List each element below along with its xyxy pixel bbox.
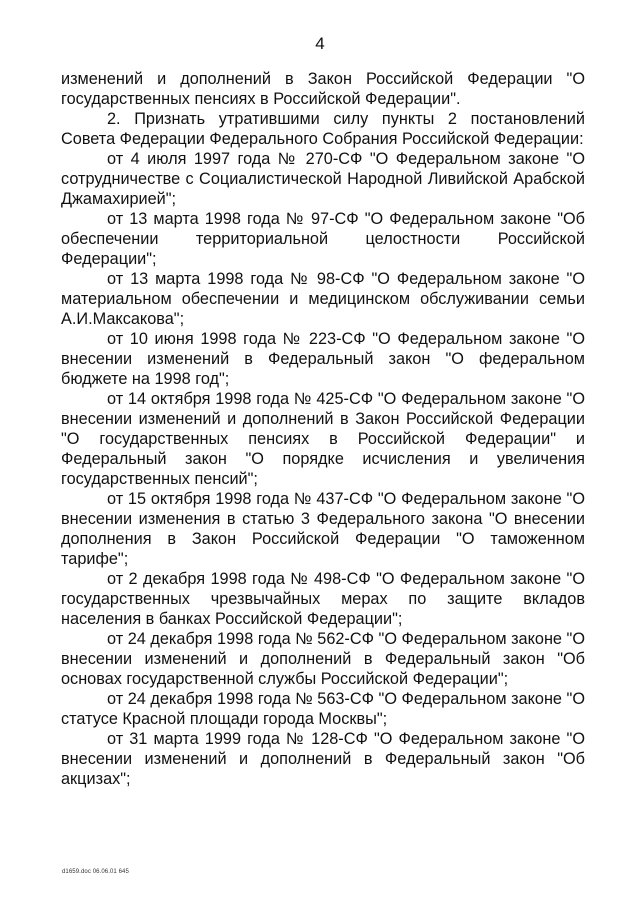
list-item: от 24 декабря 1998 года № 562-СФ "О Федеральном законе "О внесении изменений и дополнений в Федеральный закон "Об основах государственной службы Российской Федерации";	[61, 630, 585, 688]
paragraph-item-2: 2. Признать утратившими силу пункты 2 постановлений Совета Федерации Федерального Собрания Российской Федерации:	[61, 110, 585, 148]
list-item: от 15 октября 1998 года № 437-СФ "О Федеральном законе "О внесении изменения в статью 3 Федерального закона "О внесении дополнения в Закон Российской Федерации "О таможенном тарифе";	[61, 490, 585, 568]
list-item: от 13 марта 1998 года № 97-СФ "О Федеральном законе "Об обеспечении территориальной целостности Российской Федерации";	[61, 210, 585, 268]
list-item: от 4 июля 1997 года № 270-СФ "О Федеральном законе "О сотрудничестве с Социалистической Народной Ливийской Арабской Джамахирией";	[61, 150, 585, 208]
footer-file-reference: d1659.doc 06.06.01 645	[62, 869, 129, 875]
list-item: от 13 марта 1998 года № 98-СФ "О Федеральном законе "О материальном обеспечении и медицинском обслуживании семьи А.И.Максакова";	[61, 270, 585, 328]
paragraph-continuation: изменений и дополнений в Закон Российской Федерации "О государственных пенсиях в Российской Федерации".	[61, 70, 585, 108]
document-body	[61, 69, 585, 789]
list-item: от 31 марта 1999 года № 128-СФ "О Федеральном законе "О внесении изменений и дополнений в Федеральный закон "Об акцизах";	[61, 730, 585, 788]
list-item: от 14 октября 1998 года № 425-СФ "О Федеральном законе "О внесении изменений и дополнений в Закон Российской Федерации "О государственных пенсиях в Российской Федерации" и Федеральный закон "О порядке исчисления и увеличения государственных пенсий";	[61, 390, 585, 488]
list-item: от 24 декабря 1998 года № 563-СФ "О Федеральном законе "О статусе Красной площади города Москвы";	[61, 690, 585, 728]
page-number: 4	[315, 34, 325, 53]
list-item: от 2 декабря 1998 года № 498-СФ "О Федеральном законе "О государственных чрезвычайных мерах по защите вкладов населения в банках Российской Федерации";	[61, 570, 585, 628]
list-item: от 10 июня 1998 года № 223-СФ "О Федеральном законе "О внесении изменений в Федеральный закон "О федеральном бюджете на 1998 год";	[61, 330, 585, 388]
